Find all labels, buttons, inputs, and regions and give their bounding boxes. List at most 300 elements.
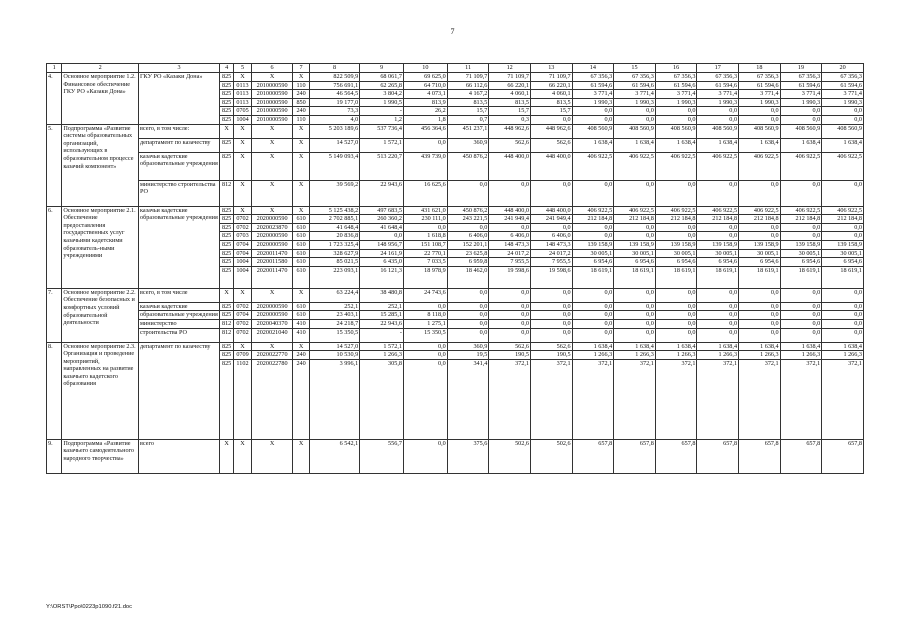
amount-cell: 456 364,6 (403, 124, 447, 138)
amount-cell: 19 598,6 (489, 266, 531, 288)
amount-cell: 18 619,1 (655, 266, 697, 288)
amount-cell: 562,6 (489, 138, 531, 152)
amount-cell: 0,0 (822, 328, 864, 342)
amount-cell: 5 203 189,6 (309, 124, 359, 138)
amount-cell: 18 619,1 (780, 266, 822, 288)
amount-cell: 0,0 (655, 223, 697, 232)
amount-cell: 513 220,7 (360, 152, 404, 180)
budget-code-c6: Х (251, 206, 293, 215)
column-number-row (47, 64, 864, 73)
column-number: 16 (655, 64, 697, 73)
amount-cell: 15,7 (447, 107, 489, 116)
amount-cell: 0,0 (530, 311, 572, 320)
amount-cell: 0,7 (447, 115, 489, 124)
column-number: 3 (138, 64, 219, 73)
amount-cell: 372,1 (780, 359, 822, 439)
amount-cell: 6 954,6 (739, 258, 781, 267)
budget-code-c7: 110 (293, 81, 309, 90)
column-number: 17 (697, 64, 739, 73)
amount-cell: 360,9 (447, 138, 489, 152)
amount-cell: 139 158,9 (822, 240, 864, 249)
amount-cell: 1,8 (403, 115, 447, 124)
amount-cell: 73,3 (309, 107, 359, 116)
budget-code-c7: 410 (293, 328, 309, 342)
budget-code-c6: Х (251, 180, 293, 206)
budget-code-c7: Х (293, 180, 309, 206)
amount-cell: 0,0 (489, 319, 531, 328)
amount-cell: 406 922,5 (614, 206, 656, 215)
budget-code-c6: 2020023870 (251, 223, 293, 232)
amount-cell: 18 619,1 (697, 266, 739, 288)
budget-code-c5: Х (234, 138, 252, 152)
amount-cell: 71 109,7 (530, 73, 572, 82)
amount-cell: 0,0 (530, 115, 572, 124)
amount-cell: 537 736,4 (360, 124, 404, 138)
executor: всего (138, 439, 219, 473)
amount-cell: 556,7 (360, 439, 404, 473)
amount-cell: 406 922,5 (655, 152, 697, 180)
amount-cell: 0,0 (697, 232, 739, 241)
amount-cell: 0,0 (530, 180, 572, 206)
budget-code-c5: Х (234, 439, 252, 473)
column-number: 14 (572, 64, 614, 73)
amount-cell: 6 406,0 (447, 232, 489, 241)
table-row (47, 319, 864, 328)
budget-code-c5: 1004 (234, 115, 252, 124)
amount-cell: 6 954,6 (697, 258, 739, 267)
amount-cell: 0,0 (780, 288, 822, 302)
amount-cell: 61 594,6 (780, 81, 822, 90)
budget-code-c5: Х (234, 152, 252, 180)
amount-cell: 22 770,1 (403, 249, 447, 258)
amount-cell: 372,1 (697, 359, 739, 439)
amount-cell: 1 638,4 (739, 342, 781, 351)
amount-cell: 0,0 (655, 311, 697, 320)
table-body (47, 64, 864, 474)
amount-cell: 4 060,1 (530, 90, 572, 99)
amount-cell: 0,0 (822, 311, 864, 320)
amount-cell: 26,2 (403, 107, 447, 116)
amount-cell: 0,0 (780, 328, 822, 342)
amount-cell: 408 560,9 (739, 124, 781, 138)
budget-code-c7: 610 (293, 232, 309, 241)
budget-code-c7: Х (293, 439, 309, 473)
amount-cell: 212 184,8 (780, 215, 822, 224)
amount-cell: 4 073,1 (403, 90, 447, 99)
amount-cell: 71 109,7 (447, 73, 489, 82)
amount-cell: 406 922,5 (655, 206, 697, 215)
amount-cell: 0,0 (739, 302, 781, 311)
amount-cell: 431 621,0 (403, 206, 447, 215)
amount-cell: 1 990,3 (572, 98, 614, 107)
amount-cell: 61 594,6 (739, 81, 781, 90)
amount-cell: 6 954,6 (572, 258, 614, 267)
budget-code-c5: 0704 (234, 240, 252, 249)
amount-cell: 0,0 (655, 328, 697, 342)
amount-cell: 0,0 (780, 107, 822, 116)
amount-cell: 0,0 (572, 232, 614, 241)
amount-cell: 0,0 (655, 180, 697, 206)
amount-cell: 1 266,3 (697, 351, 739, 360)
amount-cell: 6 954,6 (780, 258, 822, 267)
amount-cell: 14 527,0 (309, 342, 359, 351)
amount-cell: 241 949,4 (489, 215, 531, 224)
amount-cell: 0,0 (614, 302, 656, 311)
amount-cell: 4 167,2 (447, 90, 489, 99)
amount-cell: 406 922,5 (614, 152, 656, 180)
program-name: Подпрограмма «Развитие системы образовательных организаций, использующих в образовательном процессе казачий компонент» (62, 124, 139, 206)
amount-cell: 813,9 (403, 98, 447, 107)
amount-cell: 328 627,9 (309, 249, 359, 258)
amount-cell: 15 350,5 (403, 328, 447, 342)
amount-cell: 0,0 (572, 115, 614, 124)
amount-cell: 0,0 (739, 107, 781, 116)
amount-cell: 408 560,9 (614, 124, 656, 138)
amount-cell: 148 473,3 (530, 240, 572, 249)
amount-cell: 0,0 (572, 311, 614, 320)
amount-cell: 0,0 (614, 319, 656, 328)
amount-cell: 0,0 (697, 223, 739, 232)
budget-code-c4: 812 (220, 319, 234, 328)
amount-cell: 0,0 (655, 288, 697, 302)
budget-code-c4: 825 (220, 232, 234, 241)
amount-cell: 41 648,4 (360, 223, 404, 232)
amount-cell: 408 560,9 (697, 124, 739, 138)
amount-cell: 139 158,9 (572, 240, 614, 249)
amount-cell: 372,1 (822, 359, 864, 439)
amount-cell: 0,0 (822, 107, 864, 116)
amount-cell: 0,0 (822, 115, 864, 124)
amount-cell: 1 638,4 (655, 342, 697, 351)
amount-cell: 0,0 (780, 302, 822, 311)
amount-cell: 372,1 (489, 359, 531, 439)
budget-code-c6: 2010000590 (251, 90, 293, 99)
amount-cell: 1 723 325,4 (309, 240, 359, 249)
amount-cell: 0,0 (572, 180, 614, 206)
amount-cell: 68 061,7 (360, 73, 404, 82)
amount-cell: 30 005,1 (780, 249, 822, 258)
amount-cell: 0,0 (447, 180, 489, 206)
amount-cell: 6 542,1 (309, 439, 359, 473)
budget-code-c4: 825 (220, 249, 234, 258)
amount-cell: 15,7 (489, 107, 531, 116)
column-number: 2 (62, 64, 139, 73)
amount-cell: 0,0 (780, 180, 822, 206)
amount-cell: 1 990,3 (614, 98, 656, 107)
amount-cell: 67 356,3 (614, 73, 656, 82)
amount-cell: 212 184,8 (655, 215, 697, 224)
budget-code-c4: 825 (220, 206, 234, 215)
amount-cell: 0,0 (739, 328, 781, 342)
amount-cell: 16 625,6 (403, 180, 447, 206)
amount-cell: 372,1 (655, 359, 697, 439)
executor: всего, в том числе: (138, 124, 219, 138)
amount-cell: 41 648,4 (309, 223, 359, 232)
budget-code-c5: 0702 (234, 215, 252, 224)
budget-code-c5: 0702 (234, 302, 252, 311)
amount-cell: 30 005,1 (614, 249, 656, 258)
amount-cell: 18 619,1 (739, 266, 781, 288)
amount-cell: 1 990,3 (655, 98, 697, 107)
amount-cell: 657,8 (697, 439, 739, 473)
table-row (47, 206, 864, 215)
amount-cell: 0,0 (614, 288, 656, 302)
amount-cell: 260 360,2 (360, 215, 404, 224)
amount-cell: 406 922,5 (780, 152, 822, 180)
amount-cell: 813,5 (530, 98, 572, 107)
amount-cell: 0,0 (489, 311, 531, 320)
amount-cell: 212 184,8 (822, 215, 864, 224)
amount-cell: 67 356,3 (780, 73, 822, 82)
amount-cell: 1,2 (360, 115, 404, 124)
budget-code-c5: 0113 (234, 90, 252, 99)
amount-cell: 657,8 (572, 439, 614, 473)
budget-code-c6: Х (251, 138, 293, 152)
table-row (47, 311, 864, 320)
amount-cell: 66 220,1 (530, 81, 572, 90)
amount-cell: 0,0 (697, 311, 739, 320)
amount-cell: 19 598,6 (530, 266, 572, 288)
budget-code-c6: Х (251, 152, 293, 180)
amount-cell: 0,0 (447, 288, 489, 302)
program-name: Основное мероприятие 2.1. Обеспечение предоставления государственных услуг казачьими кадетскими образователь-ными учреждениями (62, 206, 139, 288)
amount-cell: 0,0 (822, 232, 864, 241)
amount-cell: 0,0 (530, 223, 572, 232)
program-name: Подпрограмма «Развитие казачьего самодеятельного народного творчества» (62, 439, 139, 473)
amount-cell: 61 594,6 (614, 81, 656, 90)
budget-code-c7: 610 (293, 266, 309, 288)
amount-cell: 252,1 (360, 302, 404, 311)
budget-code-c4: 825 (220, 138, 234, 152)
amount-cell: 0,0 (489, 288, 531, 302)
amount-cell: 0,0 (739, 232, 781, 241)
budget-code-c7: Х (293, 206, 309, 215)
amount-cell: 30 005,1 (655, 249, 697, 258)
amount-cell: 1 638,4 (780, 342, 822, 351)
budget-code-c7: 410 (293, 319, 309, 328)
amount-cell: 30 005,1 (572, 249, 614, 258)
budget-code-c4: Х (220, 288, 234, 302)
amount-cell: 0,0 (655, 319, 697, 328)
amount-cell: 1 638,4 (822, 138, 864, 152)
budget-code-c4: 825 (220, 73, 234, 82)
amount-cell: 1 266,3 (360, 351, 404, 360)
amount-cell: 0,0 (530, 328, 572, 342)
budget-code-c5: 0705 (234, 107, 252, 116)
amount-cell: 1 572,1 (360, 342, 404, 351)
budget-code-c7: Х (293, 138, 309, 152)
amount-cell: 0,0 (697, 180, 739, 206)
amount-cell: 0,0 (739, 180, 781, 206)
amount-cell: 562,6 (530, 138, 572, 152)
amount-cell: 18 619,1 (572, 266, 614, 288)
amount-cell: 18 978,9 (403, 266, 447, 288)
budget-code-c4: 825 (220, 258, 234, 267)
file-path-footer: Y:\ORST\Ppo\0223p1090.f21.doc (46, 604, 133, 610)
amount-cell: 18 462,0 (447, 266, 489, 288)
amount-cell: 5 149 093,4 (309, 152, 359, 180)
executor: департамент по казачеству (138, 138, 219, 152)
column-number: 11 (447, 64, 489, 73)
amount-cell: 7 033,5 (403, 258, 447, 267)
table-row (47, 342, 864, 351)
amount-cell: 502,6 (530, 439, 572, 473)
amount-cell: 30 005,1 (739, 249, 781, 258)
budget-code-c5: 1004 (234, 258, 252, 267)
amount-cell: 38 480,8 (360, 288, 404, 302)
amount-cell: 406 922,5 (572, 206, 614, 215)
amount-cell: 408 560,9 (572, 124, 614, 138)
amount-cell: 448 400,0 (489, 206, 531, 215)
amount-cell: 562,6 (489, 342, 531, 351)
amount-cell: 19,5 (447, 351, 489, 360)
budget-code-c7: 610 (293, 258, 309, 267)
amount-cell: 0,0 (530, 319, 572, 328)
budget-code-c5: 0702 (234, 319, 252, 328)
column-number: 20 (822, 64, 864, 73)
amount-cell: 3 771,4 (572, 90, 614, 99)
amount-cell: 0,0 (572, 328, 614, 342)
budget-code-c5: Х (234, 73, 252, 82)
amount-cell: 375,6 (447, 439, 489, 473)
amount-cell: 448 962,6 (530, 124, 572, 138)
budget-code-c5: 0703 (234, 232, 252, 241)
amount-cell: 408 560,9 (822, 124, 864, 138)
amount-cell: 450 876,2 (447, 206, 489, 215)
amount-cell: 6 406,0 (489, 232, 531, 241)
amount-cell: 0,0 (614, 328, 656, 342)
amount-cell: 0,0 (822, 223, 864, 232)
budget-code-c6: Х (251, 124, 293, 138)
amount-cell: 15 285,1 (360, 311, 404, 320)
amount-cell: 6 435,0 (360, 258, 404, 267)
budget-code-c4: 812 (220, 328, 234, 342)
executor: казачьи кадетские образовательные учреждения (138, 152, 219, 180)
amount-cell: 0,3 (489, 115, 531, 124)
amount-cell: 0,0 (655, 107, 697, 116)
amount-cell: 16 121,3 (360, 266, 404, 288)
amount-cell: 448 400,0 (489, 152, 531, 180)
amount-cell: 0,0 (697, 115, 739, 124)
amount-cell: 1 638,4 (614, 342, 656, 351)
column-number: 6 (251, 64, 293, 73)
amount-cell: 19 177,0 (309, 98, 359, 107)
amount-cell: 67 356,3 (655, 73, 697, 82)
column-number: 1 (47, 64, 62, 73)
amount-cell: 657,8 (739, 439, 781, 473)
amount-cell: 1 638,4 (614, 138, 656, 152)
budget-code-c4: Х (220, 439, 234, 473)
budget-code-c5: Х (234, 206, 252, 215)
budget-code-c7: Х (293, 124, 309, 138)
amount-cell: 0,0 (572, 223, 614, 232)
budget-code-c6: 2010000590 (251, 81, 293, 90)
amount-cell: 46 564,5 (309, 90, 359, 99)
amount-cell: 10 530,9 (309, 351, 359, 360)
amount-cell: 39 569,2 (309, 180, 359, 206)
amount-cell: 0,0 (403, 439, 447, 473)
amount-cell: 2 702 885,1 (309, 215, 359, 224)
amount-cell: 1 266,3 (822, 351, 864, 360)
amount-cell: 190,5 (489, 351, 531, 360)
budget-code-c5: 0709 (234, 351, 252, 360)
amount-cell: 3 771,4 (780, 90, 822, 99)
program-name: Основное мероприятие 1.2. Финансовое обеспечение ГКУ РО «Казаки Дона» (62, 73, 139, 125)
amount-cell: 61 594,6 (822, 81, 864, 90)
table-row (47, 328, 864, 342)
amount-cell: 212 184,8 (614, 215, 656, 224)
amount-cell: 448 962,6 (489, 124, 531, 138)
budget-code-c6: 2020022770 (251, 351, 293, 360)
amount-cell: 1 638,4 (739, 138, 781, 152)
budget-code-c4: Х (220, 124, 234, 138)
budget-code-c7: 850 (293, 98, 309, 107)
amount-cell: 63 224,4 (309, 288, 359, 302)
amount-cell: 1 275,1 (403, 319, 447, 328)
amount-cell: 139 158,9 (697, 240, 739, 249)
budget-code-c6: Х (251, 439, 293, 473)
column-number: 15 (614, 64, 656, 73)
budget-code-c5: 0113 (234, 81, 252, 90)
amount-cell: 1 638,4 (697, 342, 739, 351)
amount-cell: 0,0 (403, 351, 447, 360)
amount-cell: 1 990,3 (822, 98, 864, 107)
amount-cell: 148 473,3 (489, 240, 531, 249)
amount-cell: 813,5 (489, 98, 531, 107)
budget-code-c6: 2020011470 (251, 249, 293, 258)
amount-cell: 502,6 (489, 439, 531, 473)
budget-code-c4: 825 (220, 81, 234, 90)
amount-cell: 20 836,8 (309, 232, 359, 241)
amount-cell: 148 956,7 (360, 240, 404, 249)
amount-cell: 657,8 (780, 439, 822, 473)
amount-cell: 0,0 (697, 302, 739, 311)
column-number: 12 (489, 64, 531, 73)
amount-cell: 1 266,3 (655, 351, 697, 360)
executor: департамент по казачеству (138, 342, 219, 439)
amount-cell: 0,0 (822, 180, 864, 206)
amount-cell: 408 560,9 (655, 124, 697, 138)
table-row (47, 180, 864, 206)
amount-cell: 0,0 (447, 223, 489, 232)
amount-cell: 71 109,7 (489, 73, 531, 82)
amount-cell: 0,0 (572, 302, 614, 311)
amount-cell: 6 959,8 (447, 258, 489, 267)
budget-code-c5: Х (234, 124, 252, 138)
amount-cell: 24 017,2 (489, 249, 531, 258)
amount-cell: 212 184,8 (697, 215, 739, 224)
amount-cell: 61 594,6 (572, 81, 614, 90)
item-number: 8. (47, 342, 62, 439)
amount-cell: 69 625,0 (403, 73, 447, 82)
amount-cell: 406 922,5 (822, 206, 864, 215)
amount-cell: 0,0 (780, 232, 822, 241)
budget-code-c6: 2020011580 (251, 258, 293, 267)
budget-code-c7: Х (293, 288, 309, 302)
item-number: 5. (47, 124, 62, 206)
amount-cell: 0,0 (614, 232, 656, 241)
budget-code-c6: 2020021040 (251, 328, 293, 342)
executor: министерство (138, 319, 219, 328)
amount-cell: 66 220,1 (489, 81, 531, 90)
amount-cell: 6 954,6 (614, 258, 656, 267)
amount-cell: 0,0 (614, 311, 656, 320)
table-row (47, 73, 864, 82)
item-number: 4. (47, 73, 62, 125)
amount-cell: 562,6 (530, 342, 572, 351)
amount-cell: 372,1 (614, 359, 656, 439)
amount-cell: 3 771,4 (614, 90, 656, 99)
